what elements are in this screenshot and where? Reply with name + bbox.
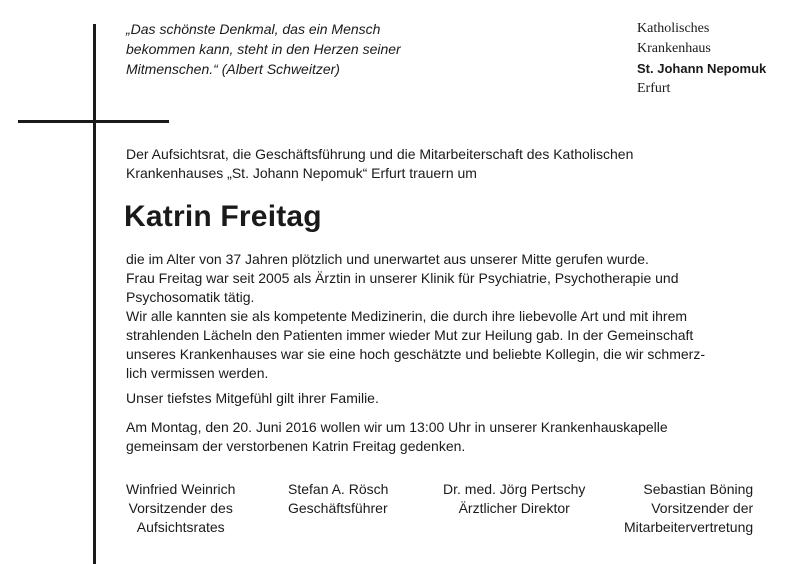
signatory-role: Vorsitzender des xyxy=(128,500,233,516)
signatory-role: Mitarbeitervertretung xyxy=(624,519,754,535)
paragraph-line: strahlenden Lächeln den Patienten immer wieder Mut zur Heilung gab. In der Gemeinschaft xyxy=(126,327,694,343)
intro-text xyxy=(126,145,766,183)
paragraph-line: die im Alter von 37 Jahren plötzlich und unerwartet aus unserer Mitte gerufen wurde. xyxy=(126,251,649,267)
paragraph-line: Psychosomatik tätig. xyxy=(126,289,255,305)
signatory-role: Geschäftsführer xyxy=(288,500,388,516)
quote-line: „Das schönste Denkmal, das ein Mensch xyxy=(126,21,381,37)
signatory-role: Ärztlicher Direktor xyxy=(458,500,570,516)
hospital-header xyxy=(637,19,766,99)
service-line: Am Montag, den 20. Juni 2016 wollen wir um 13:00 Uhr in unserer Krankenhauskapelle xyxy=(126,419,668,435)
signatory-name: Dr. med. Jörg Pertschy xyxy=(443,481,586,497)
quote-line: Mitmenschen.“ (Albert Schweitzer) xyxy=(126,61,340,77)
signatory xyxy=(624,480,753,537)
signatory-name: Winfried Weinrich xyxy=(126,481,236,497)
hospital-name: St. Johann Nepomuk xyxy=(637,61,767,76)
deceased-name: Katrin Freitag xyxy=(124,200,322,233)
cross-horizontal-bar xyxy=(18,120,169,123)
intro-line: Der Aufsichtsrat, die Geschäftsführung und die Mitarbeiterschaft des Katholischen xyxy=(126,146,634,162)
paragraph-line: unseres Krankenhauses war sie eine hoch geschätzte und beliebte Kollegin, die wir schmerz- xyxy=(126,346,705,362)
hospital-city: Erfurt xyxy=(637,81,671,96)
signatory xyxy=(443,480,585,518)
signatory-name: Stefan A. Rösch xyxy=(288,481,389,497)
service-line: gemeinsam der verstorbenen Katrin Freitag gedenken. xyxy=(126,438,466,454)
paragraph-line: Frau Freitag war seit 2005 als Ärztin in unserer Klinik für Psychiatrie, Psychotherapie und xyxy=(126,270,679,286)
signatory xyxy=(126,480,235,537)
paragraph-line: lich vermissen werden. xyxy=(126,365,269,381)
schweitzer-quote xyxy=(126,19,456,79)
condolence-text: Unser tiefstes Mitgefühl gilt ihrer Familie. xyxy=(126,390,379,406)
paragraph-line: Wir alle kannten sie als kompetente Medizinerin, die durch ihre liebevolle Art und mit ihrem xyxy=(126,308,688,324)
intro-line: Krankenhauses „St. Johann Nepomuk“ Erfurt trauern um xyxy=(126,165,477,181)
hospital-line: Krankenhaus xyxy=(637,41,711,56)
hospital-line: Katholisches xyxy=(637,21,710,36)
memorial-service-text xyxy=(126,418,766,456)
signatory-name: Sebastian Böning xyxy=(643,481,754,497)
tribute-paragraph xyxy=(126,250,766,383)
quote-line: bekommen kann, steht in den Herzen seiner xyxy=(126,41,401,57)
signature-block xyxy=(0,480,800,550)
signatory xyxy=(288,480,388,518)
signatory-role: Vorsitzender der xyxy=(651,500,754,516)
signatory-role: Aufsichtsrates xyxy=(136,519,225,535)
